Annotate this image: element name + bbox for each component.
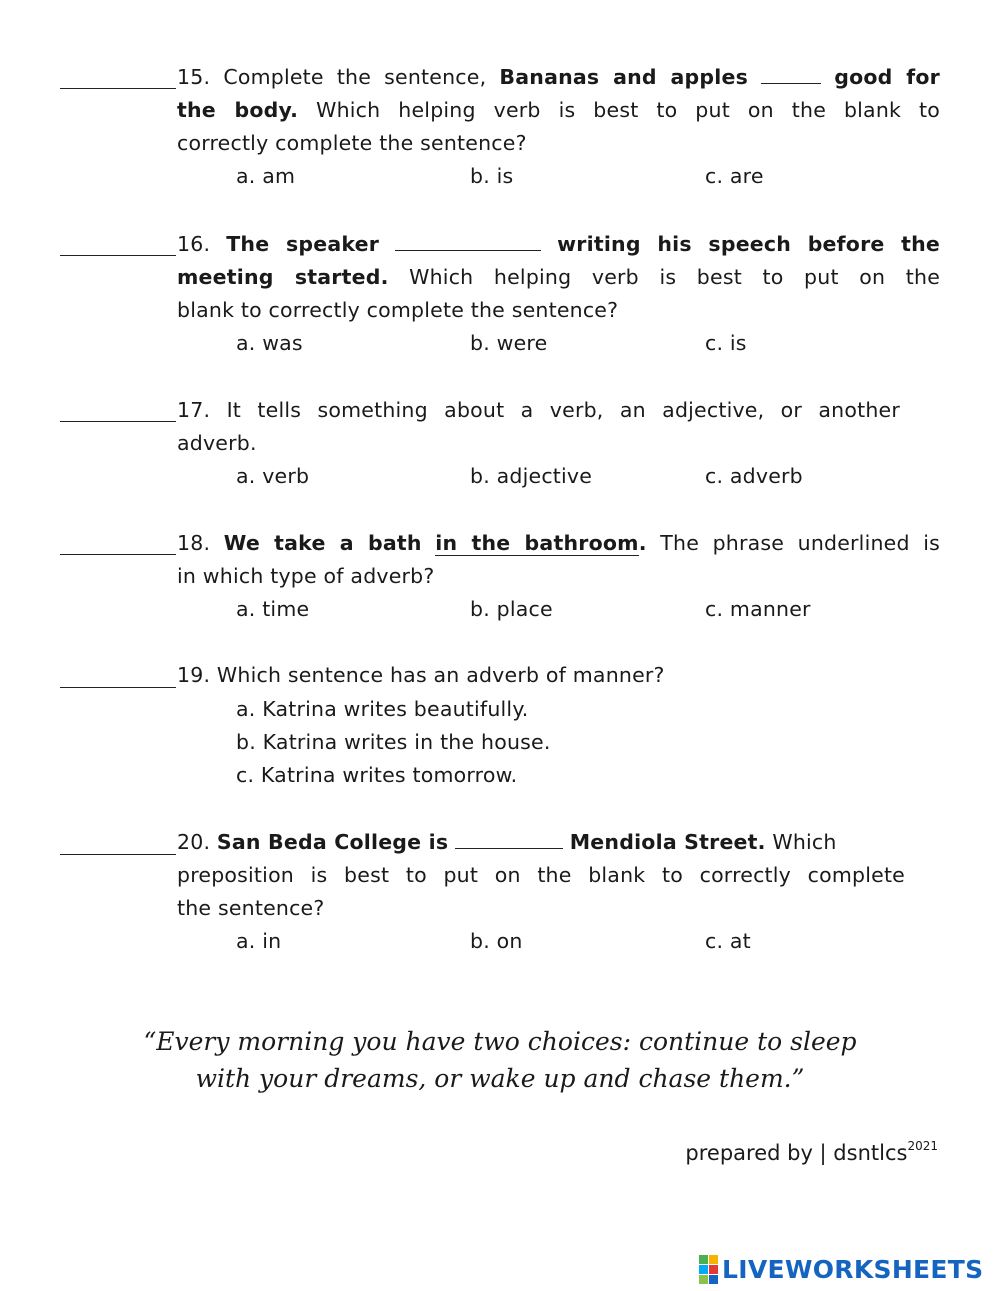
fill-blank-16 [395, 228, 541, 251]
underlined-phrase: in the bathroom [435, 531, 639, 555]
question-20-line-2: preposition is best to put on the blank to correctly complete [177, 863, 905, 887]
option-b: b. is [470, 164, 514, 188]
option-a: a. in [236, 929, 282, 953]
option-b: b. place [470, 597, 553, 621]
quote-line-2: with your dreams, or wake up and chase them.” [195, 1064, 805, 1093]
option-b: b. Katrina writes in the house. [236, 730, 551, 754]
quote-line-1: “Every morning you have two choices: continue to sleep [143, 1027, 857, 1056]
prepared-by-credit: prepared by | dsntlcs$^{2021}$ [685, 1139, 938, 1165]
answer-blank-17[interactable] [60, 421, 176, 422]
option-c: c. are [705, 164, 764, 188]
question-18-line-2: in which type of adverb? [177, 564, 435, 588]
option-a: a. was [236, 331, 303, 355]
question-16-line-3: blank to correctly complete the sentence? [177, 298, 619, 322]
answer-blank-16[interactable] [60, 255, 176, 256]
question-15-line-1: 15. Complete the sentence, Bananas and apples good for [177, 61, 940, 94]
liveworksheets-logo [699, 1255, 983, 1283]
answer-blank-15[interactable] [60, 88, 176, 89]
option-a: a. am [236, 164, 296, 188]
question-15-line-2: the body. Which helping verb is best to put on the blank to [177, 98, 941, 122]
option-c: c. Katrina writes tomorrow. [236, 763, 518, 787]
answer-blank-19[interactable] [60, 687, 176, 688]
option-c: c. at [705, 929, 751, 953]
question-20-line-3: the sentence? [177, 896, 325, 920]
logo-text: LIVEWORKSHEETS [722, 1254, 984, 1284]
option-a: a. verb [236, 464, 310, 488]
option-c: c. manner [705, 597, 811, 621]
option-a: a. time [236, 597, 310, 621]
question-20-line-1: 20. San Beda College is Mendiola Street. Which [177, 826, 940, 859]
option-b: b. on [470, 929, 523, 953]
answer-blank-20[interactable] [60, 854, 176, 855]
question-17-line-1: 17. It tells something about a verb, an adjective, or another [177, 398, 900, 422]
option-c: c. is [705, 331, 747, 355]
credit-year: 2021 [907, 1139, 938, 1153]
logo-blocks-icon [699, 1255, 718, 1284]
answer-blank-18[interactable] [60, 554, 176, 555]
question-16-line-2: meeting started. Which helping verb is best to put on the [177, 265, 940, 289]
option-b: b. adjective [470, 464, 593, 488]
option-c: c. adverb [705, 464, 803, 488]
question-15-line-3: correctly complete the sentence? [177, 131, 527, 155]
question-16-line-1: 16. The speaker writing his speech before the [177, 228, 940, 261]
fill-blank-20 [455, 826, 563, 849]
question-17-line-2: adverb. [177, 431, 257, 455]
question-19-line-1: 19. Which sentence has an adverb of manner? [177, 663, 665, 687]
option-a: a. Katrina writes beautifully. [236, 697, 529, 721]
fill-blank-15 [761, 61, 821, 84]
question-18-line-1: 18. We take a bath in the bathroom. The phrase underlined is [177, 531, 941, 555]
option-b: b. were [470, 331, 548, 355]
